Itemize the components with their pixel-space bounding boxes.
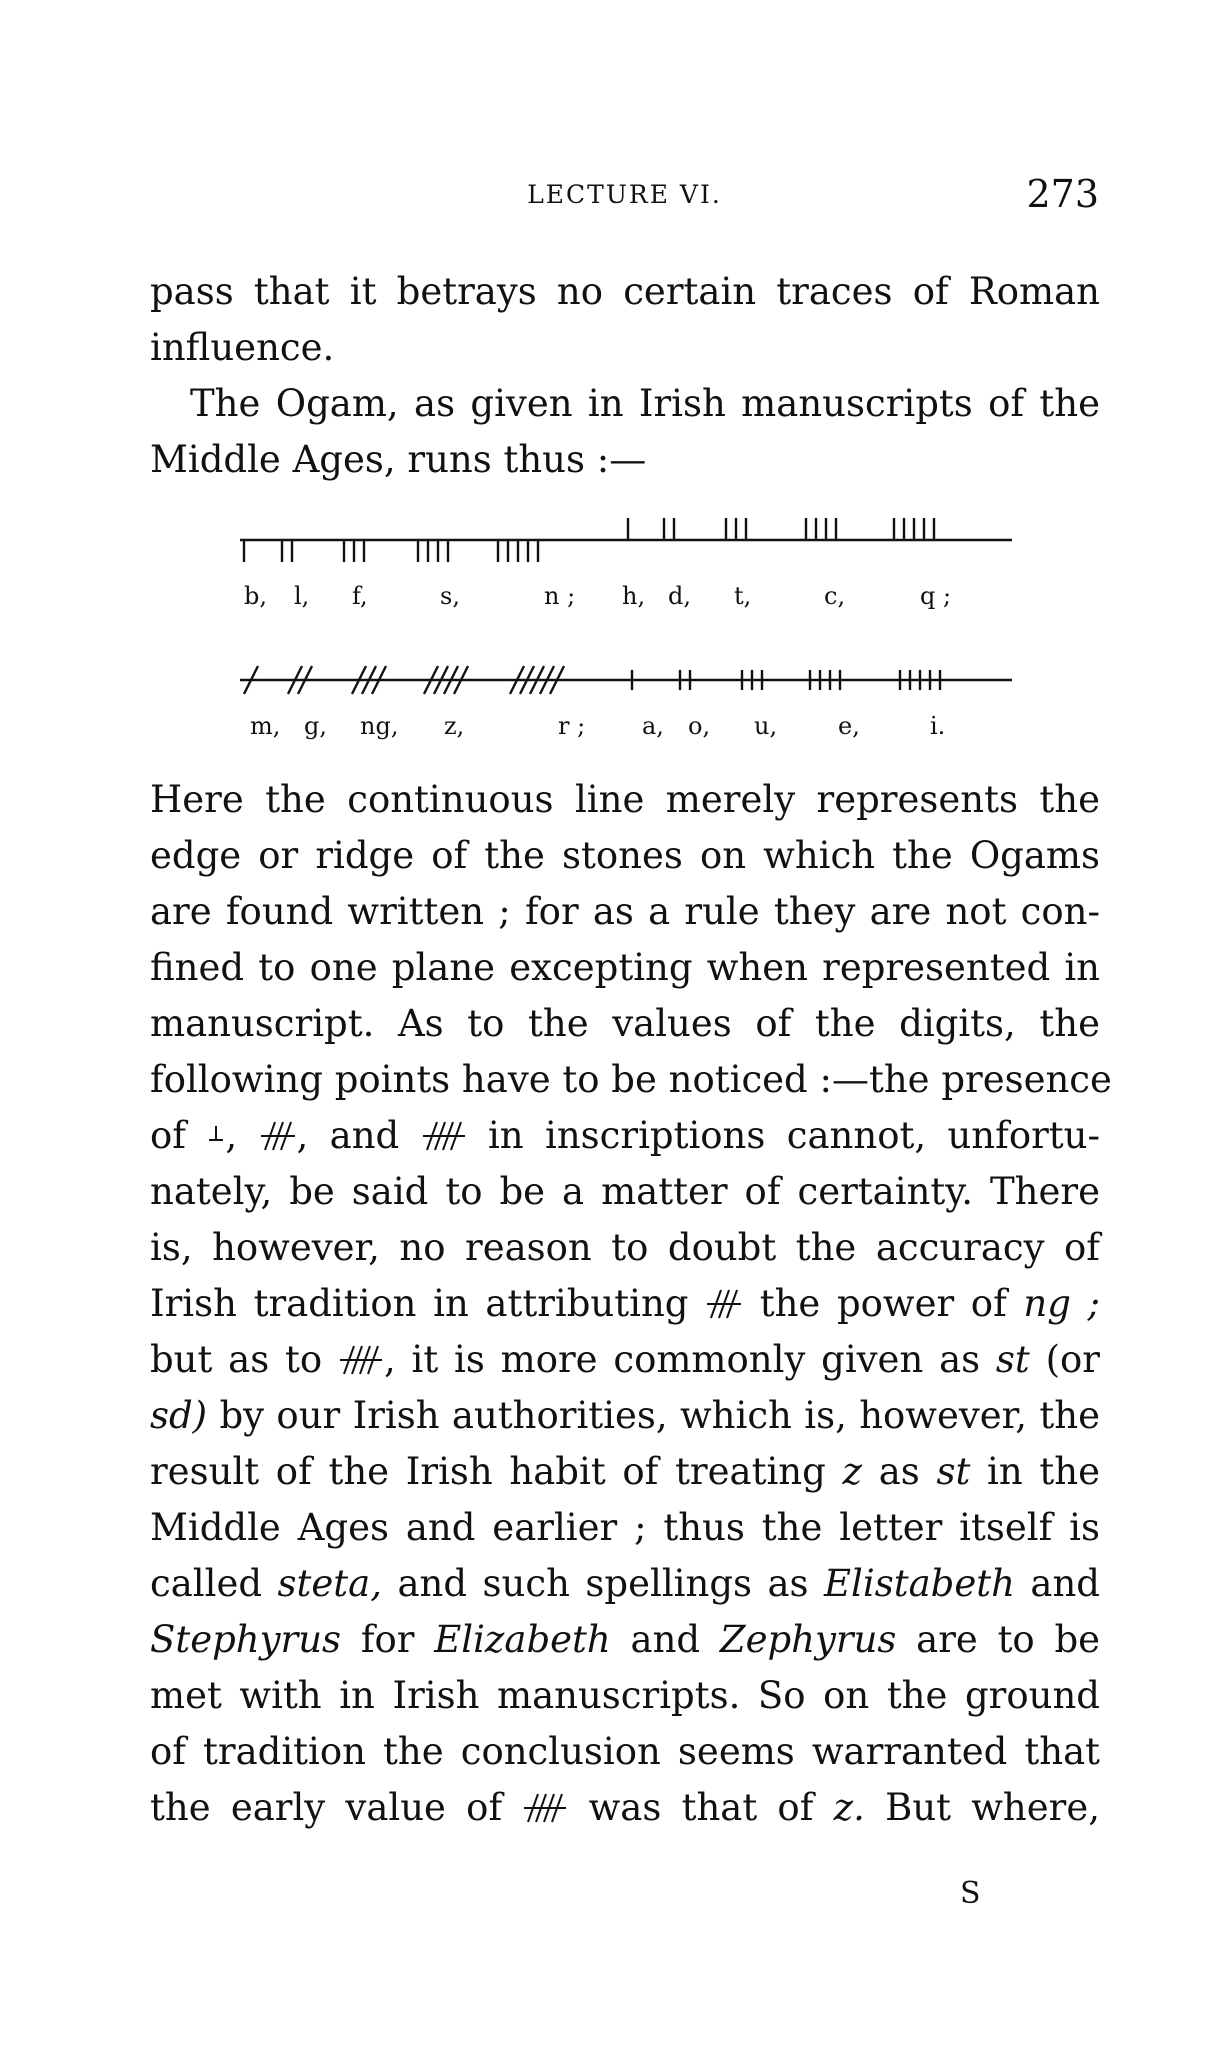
text-line: influence. [150,326,335,369]
ogam-triple-slant-glyph [261,1118,295,1152]
ogam-label: l, [294,582,310,610]
ogam-label: d, [668,582,691,610]
ogam-row-2-labels [240,712,1020,744]
page-number: 273 [1026,172,1099,216]
ogam-label: f, [352,582,368,610]
text-line: Irish tradition in attributing the power of ng ; [150,1282,1100,1325]
ogam-label: u, [754,712,778,740]
ogam-label: i. [930,712,946,740]
text-line: are found written ; for as a rule they are not con- [150,890,1100,933]
ogam-row-1-labels [240,582,1020,614]
text-line: Middle Ages, runs thus :— [150,438,647,481]
ogam-label: b, [244,582,267,610]
text-line: nately, be said to be a matter of certainty. There [150,1170,1100,1213]
text-line: of , , and in inscriptions cannot, unfortu- [150,1114,1100,1157]
paragraph-2 [150,376,1100,488]
text-line: of tradition the conclusion seems warranted that [150,1730,1100,1773]
text-line: Stephyrus for Elizabeth and Zephyrus are to be [150,1618,1101,1661]
text-line: sd) by our Irish authorities, which is, however, the [150,1394,1101,1437]
text-line: manuscript. As to the values of the digits, the [150,1002,1100,1045]
page-header [150,172,1099,222]
ogam-label: e, [838,712,860,740]
paragraph-3 [150,772,1112,1836]
text-line: met with in Irish manuscripts. So on the ground [150,1674,1100,1717]
paragraph-1 [150,264,1100,376]
text-line: but as to , it is more commonly given as st (or [150,1338,1100,1381]
ogam-label: m, [250,712,281,740]
ogam-label: n ; [544,582,576,610]
ogam-quadruple-slant-glyph [524,1790,566,1824]
ogam-label: g, [304,712,327,740]
text-line: Middle Ages and earlier ; thus the letter itself is [150,1506,1100,1549]
text-line: fined to one plane excepting when represented in [150,946,1100,989]
text-line: called steta, and such spellings as Elistabeth and [150,1562,1100,1605]
text-line: edge or ridge of the stones on which the Ogams [150,834,1100,877]
ogam-label: q ; [920,582,952,610]
ogam-triple-slant-glyph [707,1286,741,1320]
text-line: following points have to be noticed :—the presence [150,1058,1112,1101]
running-title: LECTURE VI. [527,180,722,209]
ogam-label: s, [440,582,460,610]
ogam-label: a, [642,712,664,740]
ogam-label: r ; [558,712,586,740]
text-line: The Ogam, as given in Irish manuscripts of the [190,382,1100,425]
ogam-row-1-strokes [240,512,1020,576]
ogam-label: t, [734,582,752,610]
text-line: pass that it betrays no certain traces of Roman [150,270,1100,313]
ogam-label: c, [824,582,846,610]
ogam-single-stroke-glyph [209,1122,223,1152]
text-line: Here the continuous line merely represents the [150,778,1100,821]
ogam-label: z, [444,712,465,740]
ogam-label: h, [622,582,646,610]
text-line: result of the Irish habit of treating z as st in the [150,1450,1100,1493]
ogam-quadruple-slant-glyph [423,1118,465,1152]
ogam-quadruple-slant-glyph [340,1342,382,1376]
signature-mark: S [960,1876,981,1911]
text-line: the early value of was that of z. But where, [150,1786,1100,1829]
ogam-label: o, [688,712,711,740]
ogam-row-2-strokes [240,652,1020,708]
text-line: is, however, no reason to doubt the accuracy of [150,1226,1100,1269]
ogam-label: ng, [360,712,399,740]
